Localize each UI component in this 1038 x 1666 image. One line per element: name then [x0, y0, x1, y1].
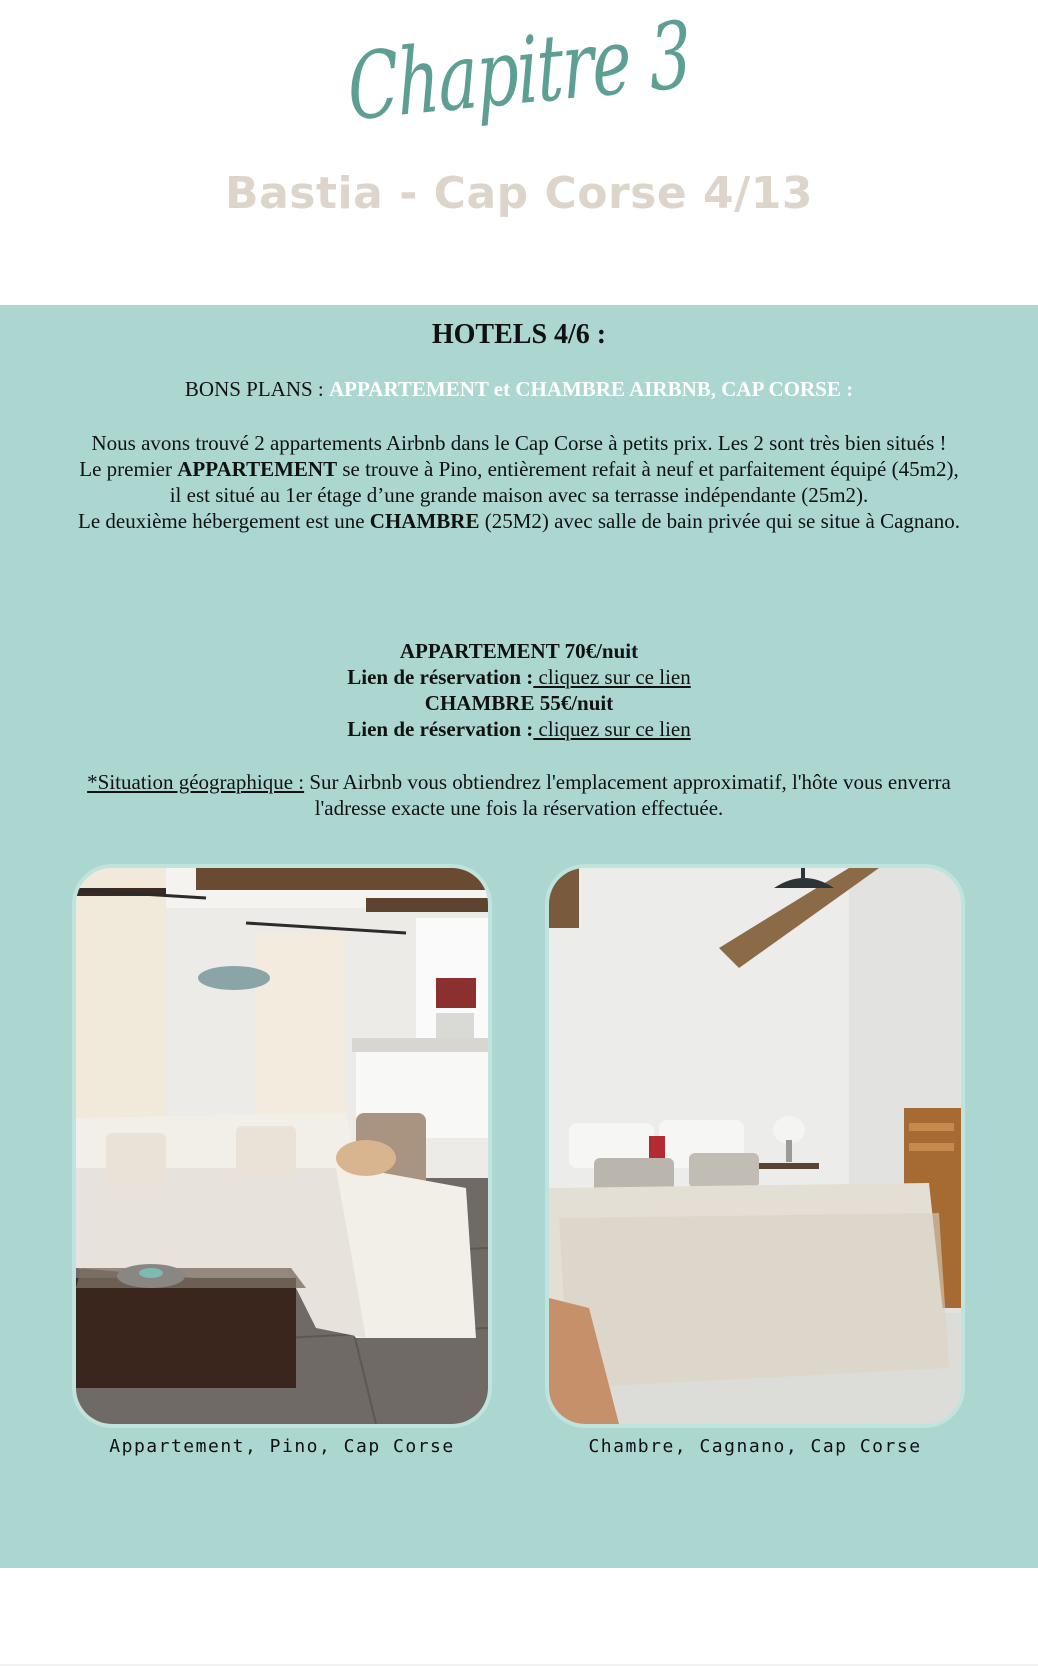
intro-text: Nous avons trouvé 2 appartements Airbnb dans le Cap Corse à petits prix. Les 2 sont très bien situés !: [91, 431, 947, 455]
second-accommodation-text: [72, 508, 966, 534]
hotels-panel: [0, 305, 1038, 1568]
price-room: CHAMBRE 55€/nuit: [424, 691, 614, 715]
caption-room: Chambre, Cagnano, Cap Corse: [588, 1436, 922, 1457]
bons-plans-line: [0, 377, 1038, 402]
hotels-title: HOTELS 4/6 :: [431, 319, 607, 350]
first-text-bold: APPARTEMENT: [177, 457, 338, 481]
booking-link-room[interactable]: cliquez sur ce lien: [533, 717, 691, 741]
geo-text: Sur Airbnb vous obtiendrez l'emplacement approximatif, l'hôte vous enverra l'adresse exacte une fois la réservation effectuée.: [304, 770, 951, 820]
second-text-bold: CHAMBRE: [369, 509, 480, 533]
first-text-b: se trouve à Pino, entièrement refait à neuf et parfaitement équipé (45m2), il est situé au 1er étage d’une grande maison avec sa terrasse indépendante (25m2).: [169, 457, 959, 507]
first-text-a: Le premier: [79, 457, 178, 481]
geo-note: [72, 769, 966, 821]
second-text-b: (25M2) avec salle de bain privée qui se situe à Cagnano.: [479, 509, 960, 533]
description: [72, 430, 966, 534]
chapter-subtitle: Bastia - Cap Corse 4/13: [225, 168, 813, 219]
price-apartment: APPARTEMENT 70€/nuit: [399, 639, 639, 663]
chapter-script-title: Chapitre 3: [345, 1, 693, 142]
geo-label: *Situation géographique :: [87, 770, 305, 794]
bons-plans-highlight: APPARTEMENT et CHAMBRE AIRBNB, CAP CORSE :: [329, 377, 854, 401]
booking-label-2: Lien de réservation :: [347, 717, 534, 741]
first-accommodation-text: [72, 456, 966, 508]
booking-label-1: Lien de réservation :: [347, 665, 534, 689]
booking-link-apartment[interactable]: cliquez sur ce lien: [533, 665, 691, 689]
photo-apartment: [76, 868, 488, 1424]
photo-room: [549, 868, 961, 1424]
bons-plans-label: BONS PLANS :: [184, 377, 330, 401]
second-text-a: Le deuxième hébergement est une: [78, 509, 370, 533]
chapter-header: [0, 0, 1038, 305]
caption-apartment: Appartement, Pino, Cap Corse: [109, 1436, 455, 1457]
prices-block: [0, 638, 1038, 742]
